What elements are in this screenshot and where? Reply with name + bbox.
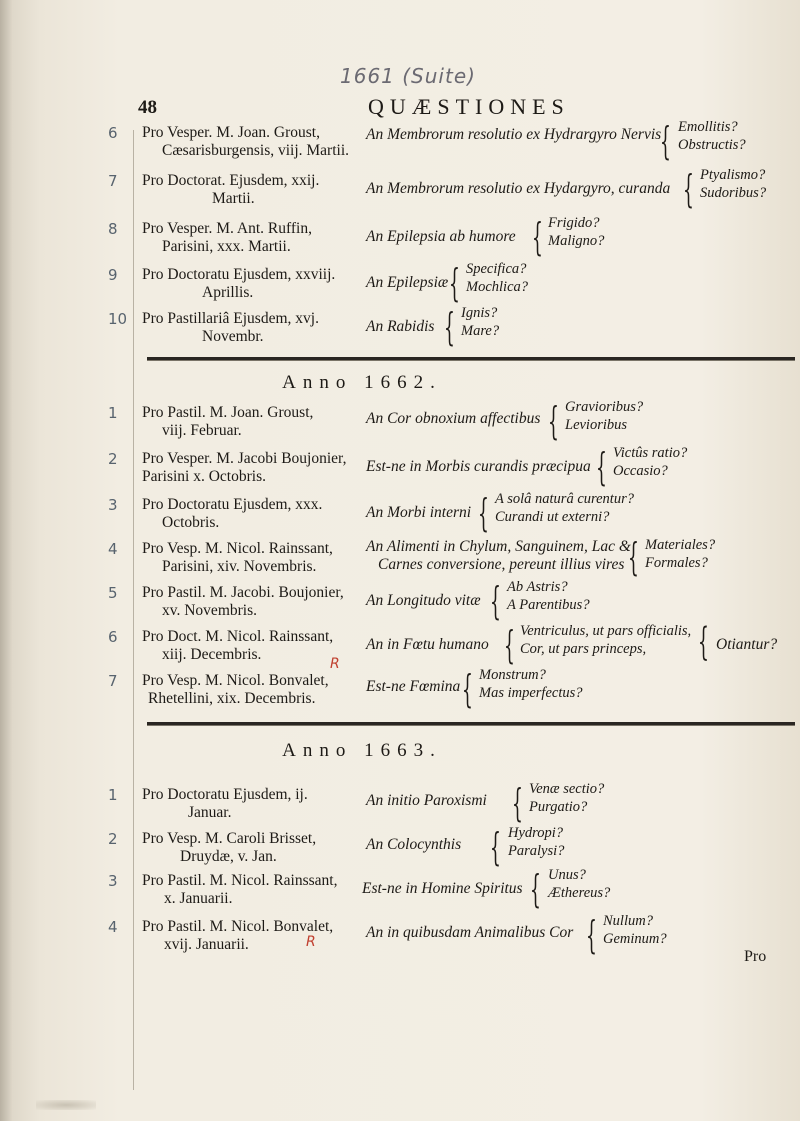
handwritten-note: 1661 (Suite) (340, 64, 476, 88)
citation-line: xvij. Januarii. (164, 936, 249, 953)
brace: { (683, 167, 694, 211)
brace: { (490, 825, 501, 869)
alternative: Victûs ratio? (613, 445, 688, 461)
citation-line: Pro Vesper. M. Ant. Ruffin, (142, 220, 312, 237)
brace: { (628, 535, 639, 579)
entry (0, 913, 800, 968)
brace: { (596, 445, 607, 489)
citation-line: Novembr. (202, 328, 264, 345)
citation (142, 310, 354, 346)
margin-number: 7 (108, 172, 118, 190)
citation (142, 918, 356, 954)
citation-line: Januar. (188, 804, 232, 821)
margin-number: 6 (108, 124, 118, 142)
brace: { (660, 119, 671, 163)
margin-number: 1 (108, 786, 118, 804)
alternative: Emollitis? (678, 119, 738, 135)
citation-line: Martii. (212, 190, 255, 207)
alternative: Ab Astris? (507, 579, 568, 595)
citation-line: Aprillis. (202, 284, 254, 301)
alternative: Æthereus? (548, 885, 611, 901)
citation-line: Pro Vesp. M. Nicol. Rainssant, (142, 540, 333, 557)
alternative: Mochlica? (466, 279, 529, 295)
question: An Epilepsiæ (366, 274, 449, 291)
citation-line: Pro Pastil. M. Nicol. Bonvalet, (142, 918, 334, 935)
margin-number: 8 (108, 220, 118, 238)
margin-number: 7 (108, 672, 118, 690)
alternative: Curandi ut externi? (495, 509, 610, 525)
question: An Longitudo vitæ (366, 592, 481, 609)
alternative: Formales? (645, 555, 708, 571)
page-stain (36, 1100, 96, 1110)
question: An Membrorum resolutio ex Hydrargyro Nervis (366, 126, 662, 143)
entry (0, 781, 800, 836)
alternative: Purgatio? (529, 799, 588, 815)
brace: { (490, 579, 501, 623)
alternative: Ptyalismo? (700, 167, 766, 183)
question-conclusion: Otiantur? (716, 636, 778, 653)
margin-number: 4 (108, 540, 118, 558)
question: Est-ne Fœmina (366, 678, 461, 695)
citation-line: Parisini, xxx. Martii. (162, 238, 291, 255)
brace: { (462, 667, 473, 711)
citation-line: Parisini, xiv. Novembris. (162, 558, 317, 575)
brace: { (530, 867, 541, 911)
citation-line: Pro Vesp. M. Caroli Brisset, (142, 830, 317, 847)
entry (0, 261, 800, 316)
margin-number: 2 (108, 830, 118, 848)
entry (0, 667, 800, 722)
question: Est-ne in Morbis curandis præcipua (366, 458, 591, 475)
alternative: Nullum? (603, 913, 653, 929)
alternative: Specifica? (466, 261, 527, 277)
question: An Epilepsia ab humore (366, 228, 516, 245)
entry (0, 119, 800, 174)
year-heading: Anno 1662. (282, 372, 442, 393)
citation-line: Pro Doct. M. Nicol. Rainssant, (142, 628, 334, 645)
brace: { (548, 399, 559, 443)
alternative: Sudoribus? (700, 185, 767, 201)
alternative: Cor, ut pars princeps, (520, 641, 647, 657)
citation (142, 872, 356, 908)
alternative: Occasio? (613, 463, 668, 479)
section-rule (147, 722, 795, 726)
margin-number: 1 (108, 404, 118, 422)
question: An initio Paroxismi (366, 792, 487, 809)
citation-line: x. Januarii. (164, 890, 233, 907)
citation-line: Octobris. (162, 514, 220, 531)
citation (142, 786, 354, 822)
citation-line: Rhetellini, xix. Decembris. (148, 690, 316, 707)
question: An Morbi interni (366, 504, 472, 521)
citation-line: Pro Pastillariâ Ejusdem, xvj. (142, 310, 319, 327)
alternative: Venæ sectio? (529, 781, 605, 797)
citation (142, 628, 354, 664)
red-annotation: R (330, 656, 340, 672)
citation-line: Cæsarisburgensis, viij. Martii. (162, 142, 350, 159)
alternative: Geminum? (603, 931, 667, 947)
question: An Alimenti in Chylum, Sanguinem, Lac & (366, 538, 631, 555)
alternative: Hydropi? (508, 825, 564, 841)
closing-brace: { (698, 623, 709, 667)
alternative: Mare? (461, 323, 500, 339)
alternative: Frigido? (548, 215, 600, 231)
running-head: QUÆSTIONES (368, 94, 570, 119)
citation-line: Pro Doctoratu Ejusdem, ij. (142, 786, 308, 803)
question-continuation: Carnes conversione, pereunt illius vires (378, 556, 625, 573)
brace: { (444, 305, 455, 349)
brace: { (512, 781, 523, 825)
brace: { (532, 215, 543, 259)
citation-line: Pro Doctorat. Ejusdem, xxij. (142, 172, 320, 189)
citation (142, 584, 354, 620)
margin-number: 4 (108, 918, 118, 936)
margin-number: 3 (108, 872, 118, 890)
citation (142, 540, 354, 576)
alternative: Ventriculus, ut pars officialis, (520, 623, 692, 639)
alternative: Gravioribus? (565, 399, 644, 415)
entry (0, 215, 800, 270)
entry (0, 445, 800, 500)
brace: { (449, 261, 460, 305)
alternative: Materiales? (645, 537, 716, 553)
question: An in quibusdam Animalibus Cor (366, 924, 574, 941)
entry (0, 623, 800, 678)
year-heading: Anno 1663. (282, 740, 442, 761)
red-annotation: R (306, 934, 316, 950)
citation (142, 450, 356, 486)
citation-line: viij. Februar. (162, 422, 242, 439)
page-number: 48 (138, 97, 157, 118)
brace: { (478, 491, 489, 535)
citation (142, 496, 354, 532)
catchword: Pro (744, 948, 767, 965)
margin-number: 6 (108, 628, 118, 646)
citation (142, 172, 354, 208)
citation-line: Pro Vesper. M. Jacobi Boujonier, Parisini x. Octobris. (142, 450, 347, 485)
citation-line: Druydæ, v. Jan. (180, 848, 277, 865)
question: An Membrorum resolutio ex Hydargyro, curanda (366, 180, 671, 197)
citation-line: Pro Pastil. M. Nicol. Rainssant, (142, 872, 338, 889)
citation-line: Pro Doctoratu Ejusdem, xxviij. (142, 266, 336, 283)
citation-line: Pro Doctoratu Ejusdem, xxx. (142, 496, 323, 513)
margin-number: 10 (108, 310, 128, 328)
entry (0, 867, 800, 922)
alternative: Paralysi? (508, 843, 565, 859)
margin-number: 9 (108, 266, 118, 284)
alternative: Obstructis? (678, 137, 746, 153)
entry (0, 305, 800, 360)
margin-number: 3 (108, 496, 118, 514)
citation-line: Pro Pastil. M. Joan. Groust, (142, 404, 314, 421)
brace: { (504, 623, 515, 667)
question: Est-ne in Homine Spiritus (362, 880, 523, 897)
alternative: A Parentibus? (507, 597, 590, 613)
question: An Cor obnoxium affectibus (366, 410, 541, 427)
alternative: Mas imperfectus? (479, 685, 583, 701)
alternative: A solâ naturâ curentur? (495, 491, 634, 507)
citation-line: Pro Vesper. M. Joan. Groust, (142, 124, 320, 141)
margin-number: 5 (108, 584, 118, 602)
alternative: Unus? (548, 867, 586, 883)
citation-line: xiij. Decembris. (162, 646, 262, 663)
alternative: Ignis? (461, 305, 498, 321)
alternative: Maligno? (548, 233, 605, 249)
citation (142, 672, 354, 708)
citation (142, 404, 354, 440)
entry (0, 535, 800, 590)
citation-line: xv. Novembris. (162, 602, 257, 619)
alternative: Levioribus (565, 417, 628, 433)
section-rule (147, 357, 795, 361)
question: An Rabidis (366, 318, 435, 335)
citation (142, 266, 354, 302)
margin-number: 2 (108, 450, 118, 468)
question: An in Fœtu humano (366, 636, 489, 653)
entry (0, 167, 800, 222)
brace: { (586, 913, 597, 957)
citation (142, 220, 354, 256)
citation-line: Pro Pastil. M. Jacobi. Boujonier, (142, 584, 344, 601)
citation-line: Pro Vesp. M. Nicol. Bonvalet, (142, 672, 329, 689)
alternative: Monstrum? (479, 667, 546, 683)
citation (142, 124, 354, 160)
question: An Colocynthis (366, 836, 462, 853)
citation (142, 830, 354, 866)
